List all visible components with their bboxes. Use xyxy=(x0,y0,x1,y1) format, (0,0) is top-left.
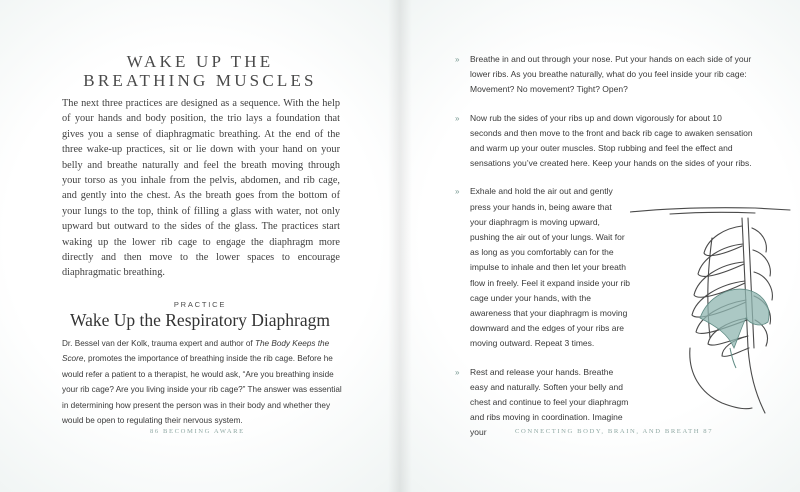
bullet-mark-icon: » xyxy=(455,113,460,123)
practice-text-part-1: Dr. Bessel van der Kolk, trauma expert and author of xyxy=(62,339,255,348)
practice-paragraph xyxy=(62,336,344,428)
left-page-footer: 86 BECOMING AWARE xyxy=(150,428,245,435)
practice-title: Wake Up the Respiratory Diaphragm xyxy=(69,310,331,330)
bullet-mark-icon: » xyxy=(455,187,460,197)
section-heading-line-2: BREATHING MUSCLES xyxy=(83,71,317,90)
book-gutter xyxy=(388,0,412,492)
book-title: The Body Keeps the Score xyxy=(62,339,330,364)
list-item xyxy=(455,52,755,98)
section-heading-line-1: WAKE UP THE xyxy=(126,52,274,71)
rib-cage-diaphragm-icon xyxy=(630,198,800,423)
bullet-mark-icon: » xyxy=(455,367,460,377)
practice-label: PRACTICE xyxy=(173,300,227,309)
list-item xyxy=(455,111,755,172)
list-item-text: Now rub the sides of your ribs up and down vigorously for about 10 seconds and then move to the front and back rib cage to awaken sensation and warm up your outer muscles. Stop rubbing and feel the effect and sensations you’ve created here. Keep your hands on the sides of your ribs. xyxy=(470,112,753,169)
list-item-text: Rest and release your hands. Breathe easy and naturally. Soften your belly and chest and continue to feel your diaphragm and ribs moving in coordination. Imagine your xyxy=(470,366,629,438)
right-page-footer: CONNECTING BODY, BRAIN, AND BREATH 87 xyxy=(515,428,714,435)
list-item-text: Breathe in and out through your nose. Put your hands on each side of your lower ribs. As you breathe naturally, what do you feel inside your rib cage: Movement? No movement? Tight? Open? xyxy=(470,54,752,95)
bullet-mark-icon: » xyxy=(455,55,460,64)
list-item xyxy=(455,184,630,351)
practice-text-part-2: , promotes the importance of breathing inside the rib cage. Before he would refer a patient to a therapist, he would ask, “Are you breathing inside your rib cage? Are you living inside your rib cage?” The answer was essential in determining how present the person was in their body and whether they would be open to regulating their nervous system. xyxy=(62,354,342,426)
section-heading xyxy=(60,52,340,90)
list-item-text: Exhale and hold the air out and gently press your hands in, being aware that your diaphragm is moving upward, pushing the air out of your lungs. Wait for as long as you comfortably can for the impulse to inhale and then let your breath flow in freely. Feel it expand inside your rib cage under your hands, with the awareness that your diaphragm is moving downward and the edges of your ribs are moving outward. Repeat 3 times. xyxy=(470,186,631,349)
right-page xyxy=(400,0,800,492)
intro-paragraph: The next three practices are designed as a sequence. With the help of your hands and body position, the trio lays a foundation that gives you a sense of diaphragmatic breathing. At the end of the three wake-up practices, sit or lie down with your hand on your belly and breathe naturally and feel the breath moving through your torso as you inhale from the pelvis, abdomen, and rib cage, and gently into the chest. As the breath goes from the bottom of your lungs to the top, think of filling a glass with water, not only upward but outward to the sides of the glass. The practices start waking up the lower rib cage to engage the diaphragm more directly and then move to the lower spaces to encourage diaphragmatic breathing. xyxy=(62,98,340,279)
